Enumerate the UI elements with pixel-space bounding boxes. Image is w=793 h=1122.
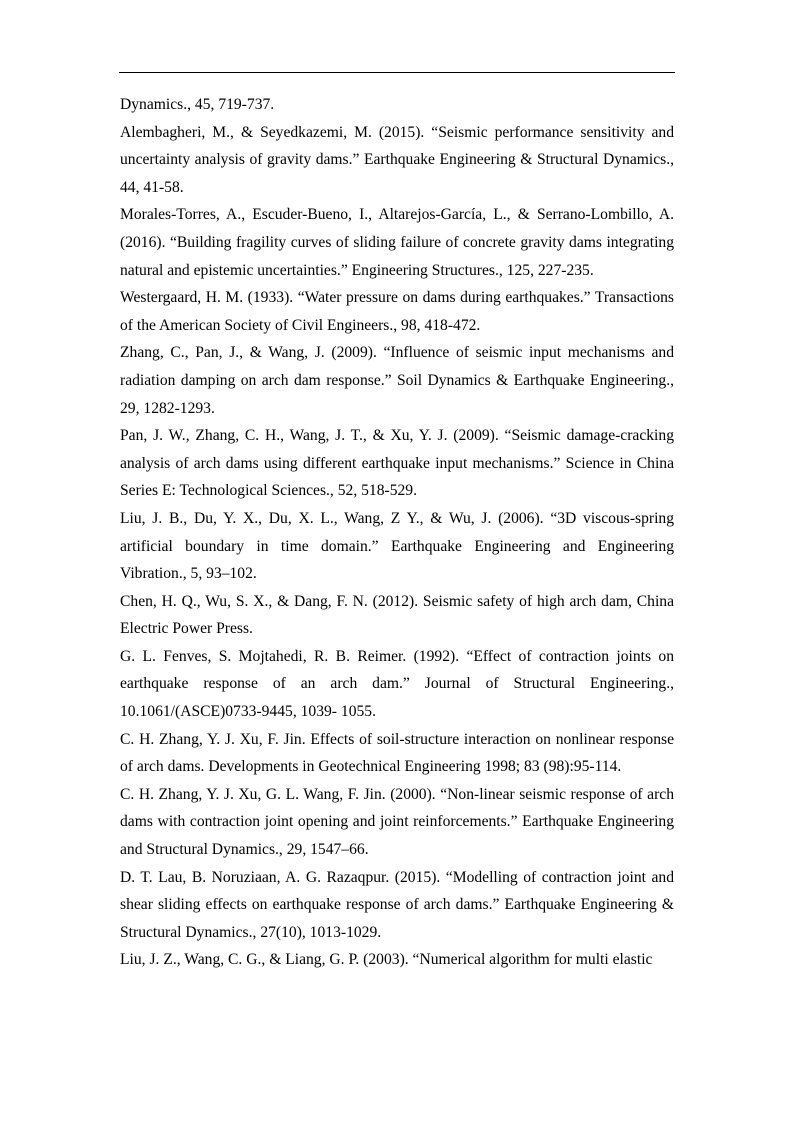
reference-item: D. T. Lau, B. Noruziaan, A. G. Razaqpur. (2015). “Modelling of contraction joint and shear sliding effects on earthquake response of arch dams.” Earthquake Engineering & Structural Dynamics., 27(10), 1013-1029. <box>120 868 674 941</box>
header-rule <box>119 72 675 73</box>
reference-item: Zhang, C., Pan, J., & Wang, J. (2009). “Influence of seismic input mechanisms and radiation damping on arch dam response.” Soil Dynamics & Earthquake Engineering., 29, 1282-1293. <box>120 344 674 417</box>
reference-item: Westergaard, H. M. (1933). “Water pressure on dams during earthquakes.” Transactions of the American Society of Civil Engineers., 98, 418-472. <box>120 289 674 334</box>
reference-item: C. H. Zhang, Y. J. Xu, F. Jin. Effects of soil-structure interaction on nonlinear response of arch dams. Developments in Geotechnical Engineering 1998; 83 (98):95-114. <box>120 730 674 776</box>
reference-item: Liu, J. B., Du, Y. X., Du, X. L., Wang, Z Y., & Wu, J. (2006). “3D viscous-spring artificial boundary in time domain.” Earthquake Engineering and Engineering Vibration., 5, 93–102. <box>120 509 674 583</box>
reference-item: Chen, H. Q., Wu, S. X., & Dang, F. N. (2012). Seismic safety of high arch dam, China Electric Power Press. <box>120 592 674 638</box>
reference-item: Dynamics., 45, 719-737. <box>120 96 275 113</box>
reference-list <box>120 91 674 974</box>
reference-item: C. H. Zhang, Y. J. Xu, G. L. Wang, F. Jin. (2000). “Non-linear seismic response of arch dams with contraction joint opening and joint reinforcements.” Earthquake Engineering and Structural Dynamics., 29, 1547–66. <box>120 785 674 859</box>
reference-item: Pan, J. W., Zhang, C. H., Wang, J. T., & Xu, Y. J. (2009). “Seismic damage-cracking analysis of arch dams using different earthquake input mechanisms.” Science in China Series E: Technological Sciences., 52, 518-529. <box>120 427 674 500</box>
reference-item: Alembagheri, M., & Seyedkazemi, M. (2015). “Seismic performance sensitivity and uncertainty analysis of gravity dams.” Earthquake Engineering & Structural Dynamics., 44, 41-58. <box>120 123 674 196</box>
reference-item: Morales-Torres, A., Escuder-Bueno, I., Altarejos-García, L., & Serrano-Lombillo, A. (2016). “Building fragility curves of sliding failure of concrete gravity dams integrating natural and epistemic uncertainties.” Engineering Structures., 125, 227-235. <box>120 206 674 279</box>
reference-item: Liu, J. Z., Wang, C. G., & Liang, G. P. (2003). “Numerical algorithm for multi elastic <box>120 951 653 969</box>
reference-item: G. L. Fenves, S. Mojtahedi, R. B. Reimer. (1992). “Effect of contraction joints on earthquake response of an arch dam.” Journal of Structural Engineering., 10.1061/(ASCE)0733-9445, 1039- 1055. <box>120 647 674 721</box>
